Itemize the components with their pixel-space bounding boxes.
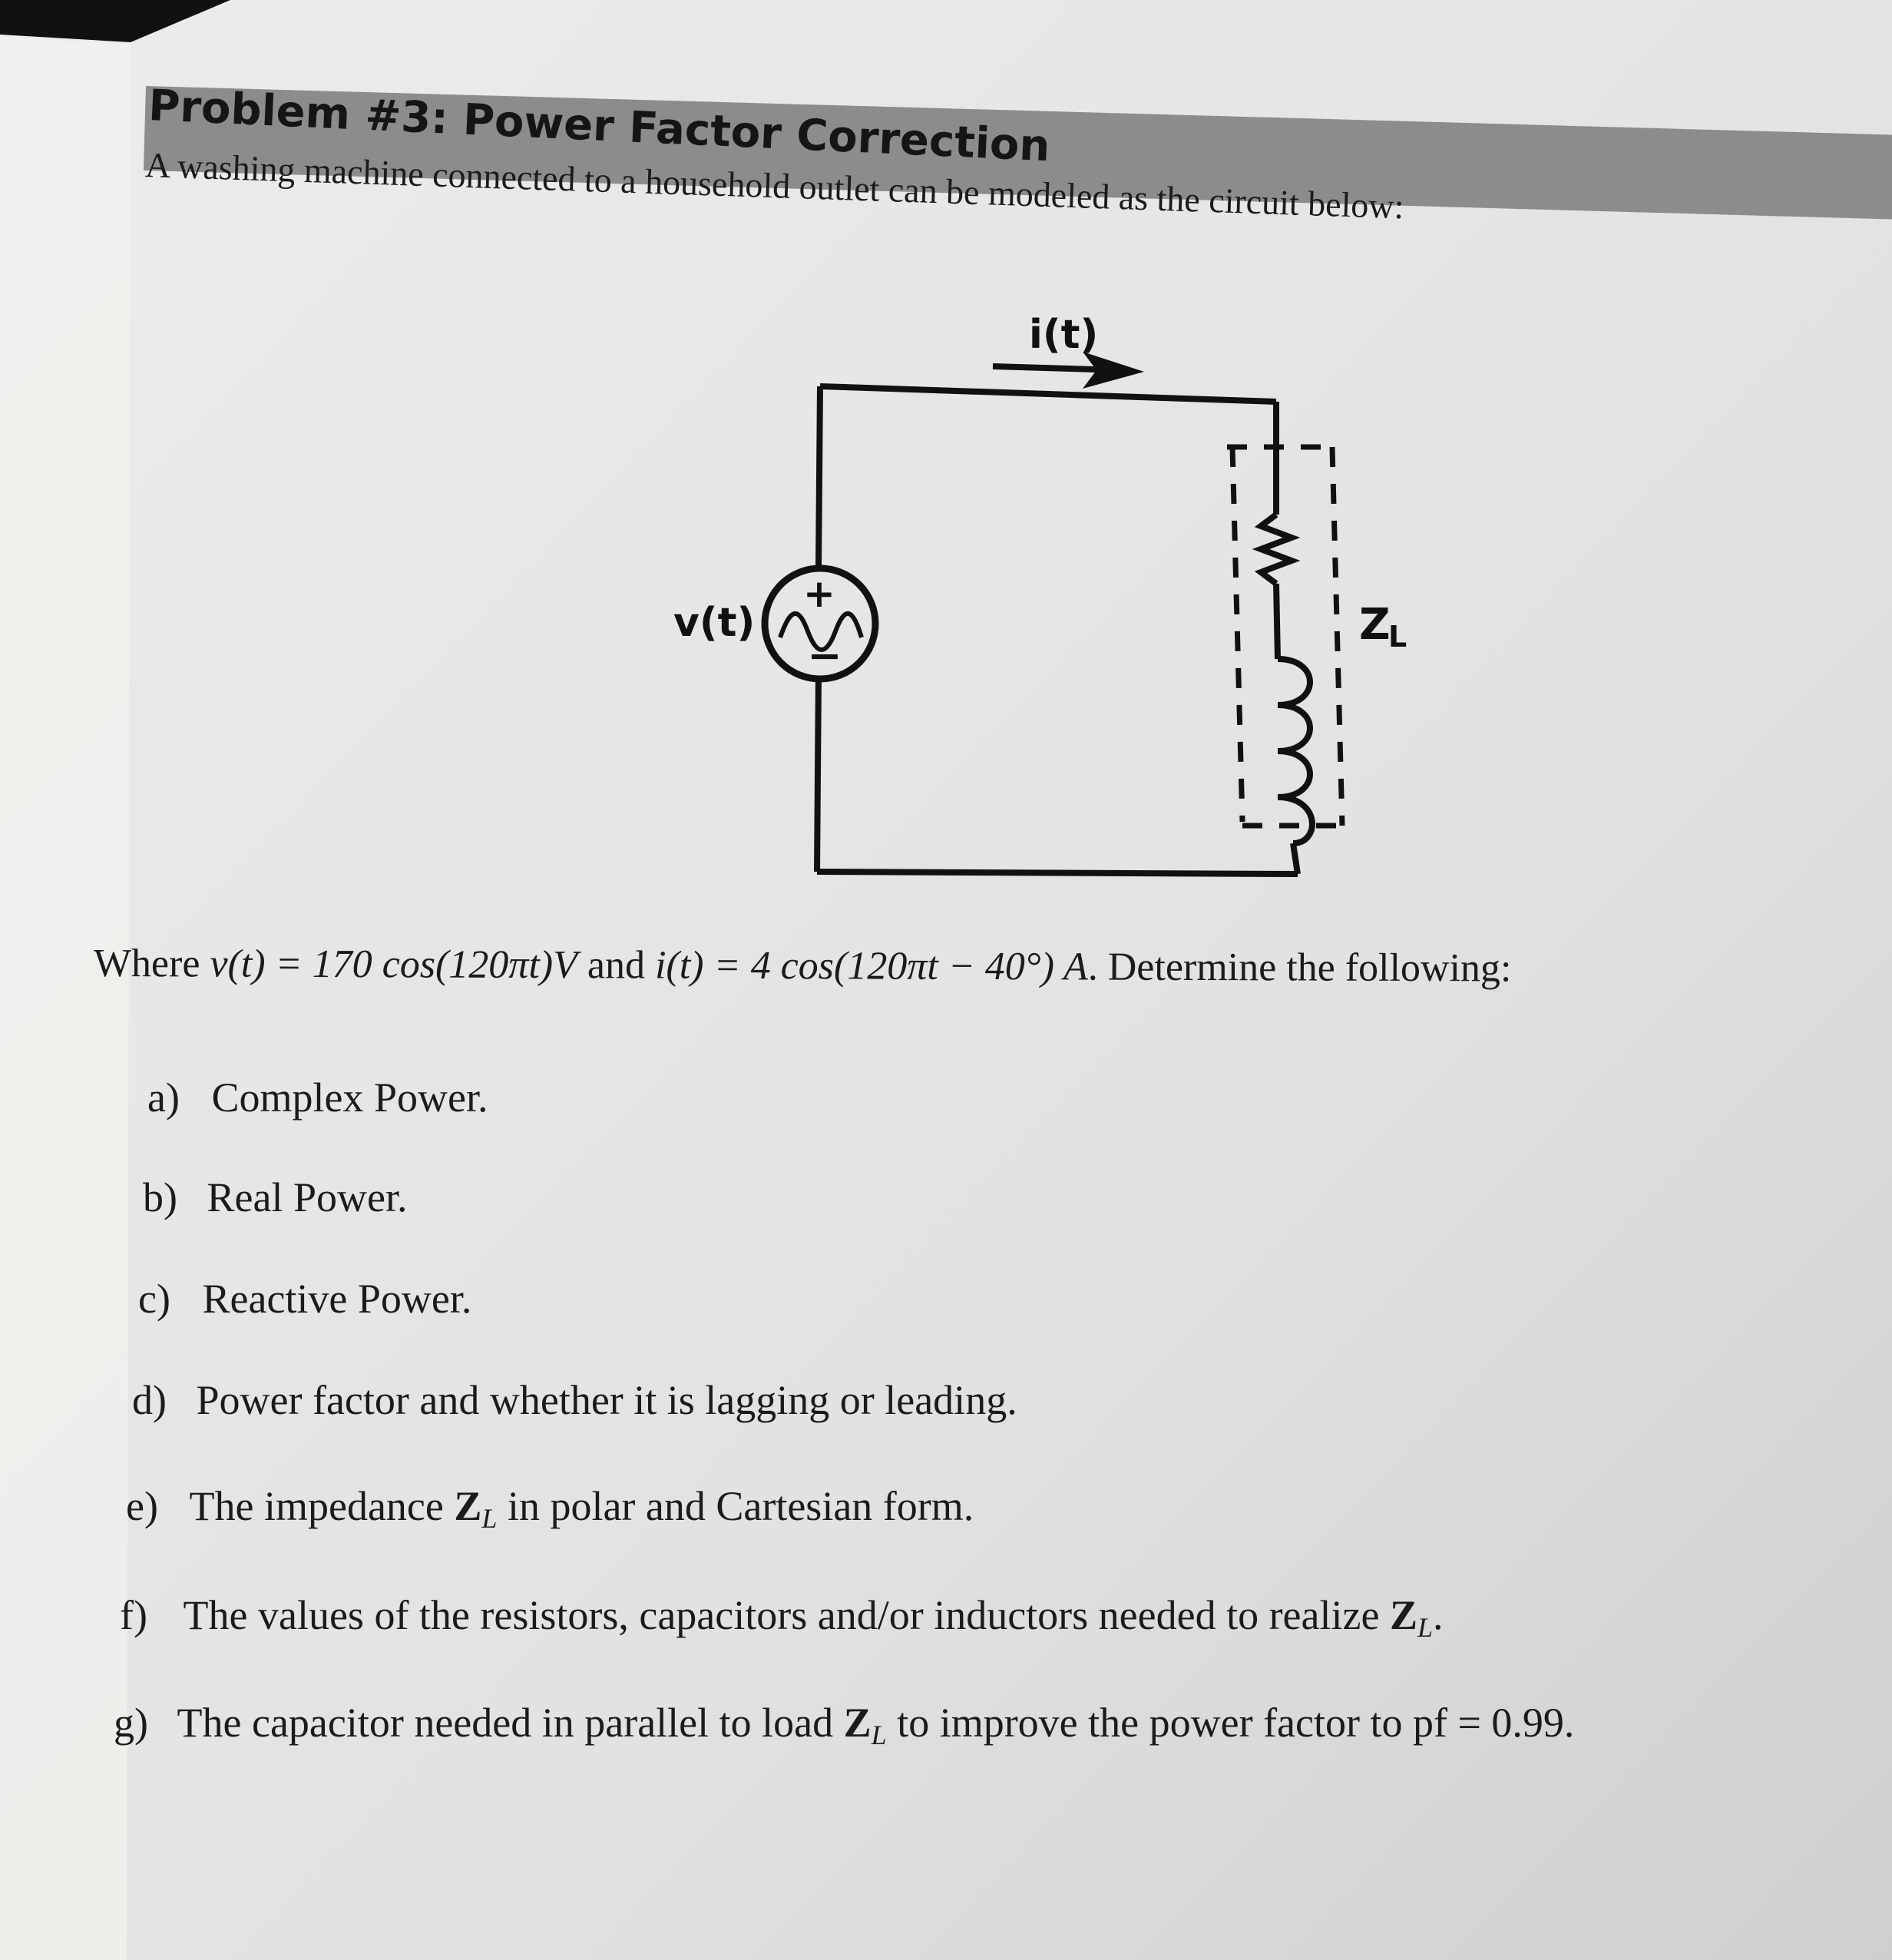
impedance-symbol: Z	[843, 1700, 872, 1746]
question-text-before: The values of the resistors, capacitors and/or inductors needed to realize	[183, 1592, 1390, 1638]
problem-title: Problem #3: Power Factor Correction	[147, 81, 1051, 172]
question-text-after: in polar and Cartesian form.	[497, 1483, 974, 1529]
voltage-expression: v(t) = 170 cos(120πt)V	[210, 942, 578, 988]
impedance-subscript: L	[1417, 1612, 1433, 1643]
question-text-before: The capacitor needed in parallel to load	[177, 1700, 844, 1746]
current-label: i(t)	[1029, 312, 1099, 358]
question-text-before: The impedance	[189, 1483, 455, 1529]
question-text: Real Power.	[207, 1174, 408, 1220]
given-expressions	[94, 941, 1512, 991]
question-text-after: .	[1433, 1592, 1444, 1638]
question-a	[147, 1074, 488, 1121]
question-letter: e)	[126, 1483, 158, 1529]
question-letter: c)	[138, 1276, 170, 1322]
given-prefix: Where	[93, 942, 210, 986]
question-f	[120, 1591, 1444, 1644]
wire-right-bottom	[1293, 843, 1298, 874]
question-letter: b)	[143, 1174, 177, 1220]
inductor	[1278, 659, 1312, 843]
wire-bottom	[817, 872, 1298, 874]
voltage-label: v(t)	[673, 600, 756, 646]
source-minus-sign: −	[807, 631, 842, 680]
question-c	[138, 1275, 471, 1323]
question-text-after: to improve the power factor to pf = 0.99.	[886, 1700, 1575, 1746]
question-d	[132, 1376, 1017, 1424]
question-letter: g)	[114, 1700, 148, 1746]
question-text: Reactive Power.	[202, 1276, 472, 1322]
impedance-subscript: L	[871, 1720, 887, 1750]
impedance-subscript: L	[481, 1503, 498, 1534]
question-letter: d)	[132, 1377, 167, 1423]
question-b	[143, 1174, 407, 1221]
question-text: Complex Power.	[211, 1074, 488, 1121]
question-text: Power factor and whether it is lagging or leading.	[196, 1377, 1017, 1423]
problem-intro: A washing machine connected to a household outlet can be modeled as the circuit below:	[144, 144, 1405, 227]
impedance-symbol: Z	[454, 1483, 482, 1529]
wire-between	[1276, 584, 1278, 659]
given-suffix: . Determine the following:	[1087, 945, 1512, 991]
load-dashed-box	[1227, 447, 1342, 826]
source-plus-sign: +	[803, 571, 835, 616]
question-e	[126, 1482, 974, 1535]
question-letter: a)	[147, 1074, 180, 1121]
load-label: Z	[1359, 600, 1391, 650]
given-middle: and	[577, 943, 656, 988]
wire-left-lower	[817, 674, 819, 872]
wire-left-upper	[819, 386, 820, 568]
question-letter: f)	[120, 1592, 147, 1638]
question-g	[114, 1699, 1574, 1751]
impedance-symbol: Z	[1389, 1592, 1417, 1638]
current-expression: i(t) = 4 cos(120πt − 40°) A	[654, 943, 1088, 989]
resistor	[1261, 515, 1292, 584]
load-label-subscript: L	[1388, 620, 1407, 654]
wire-top	[820, 386, 1276, 402]
